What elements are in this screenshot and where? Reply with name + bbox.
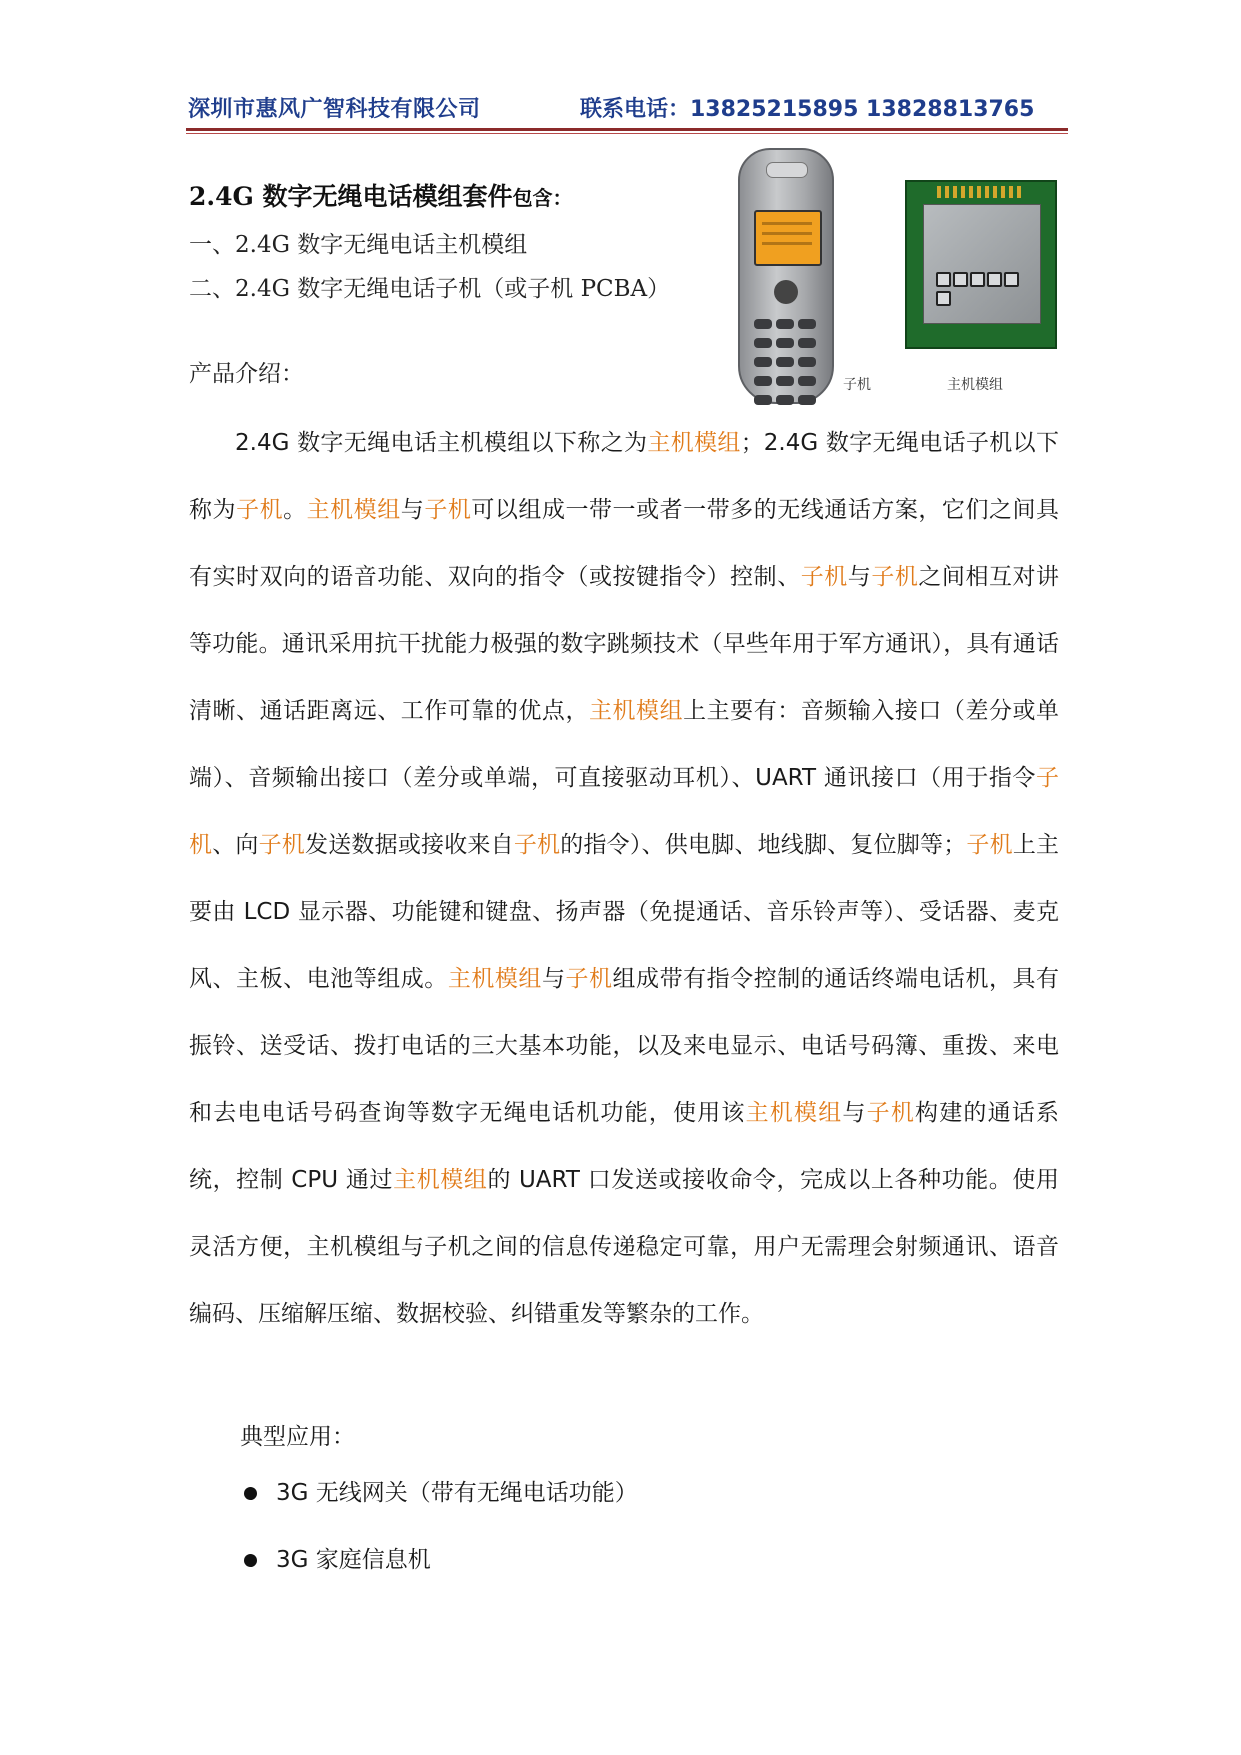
kit-item-2: 二、2.4G 数字无绳电话子机（或子机 PCBA） bbox=[189, 276, 671, 302]
body-text-segment: 与 bbox=[847, 564, 872, 590]
applications-list bbox=[240, 1478, 638, 1612]
contact-phone: 联系电话：13825215895 13828813765 bbox=[580, 97, 1035, 122]
body-text-segment: 、向 bbox=[212, 832, 259, 858]
module-shield bbox=[923, 204, 1041, 324]
highlight-term: 子机 bbox=[513, 832, 561, 858]
highlight-term: 主机模组 bbox=[447, 966, 542, 992]
body-text-segment: 之间相互对讲等功能。通讯采用抗干扰能力极强的数字跳频技术（早些年用于军方通讯），具有通话清晰、通话距离远、工作可靠的优点， bbox=[189, 564, 1060, 724]
intro-heading: 产品介绍： bbox=[189, 361, 304, 387]
module-caption: 主机模组 bbox=[947, 377, 1003, 393]
page-header bbox=[188, 92, 1068, 126]
header-divider bbox=[186, 128, 1068, 131]
module-pads bbox=[937, 186, 1025, 198]
product-description bbox=[189, 410, 1059, 1348]
bullet-icon bbox=[244, 1487, 257, 1500]
kit-title bbox=[189, 177, 573, 213]
body-text-segment: 与 bbox=[842, 1100, 867, 1126]
highlight-term: 子机 bbox=[258, 832, 306, 858]
body-text-segment: 构建的通话系统，控制 CPU 通过 bbox=[189, 1100, 1060, 1193]
handset-keypad bbox=[752, 316, 820, 411]
highlight-term: 子机 bbox=[424, 497, 472, 523]
body-text-segment: 。 bbox=[283, 497, 307, 523]
kit-title-suffix: 包含： bbox=[512, 186, 573, 210]
highlight-term: 主机模组 bbox=[588, 698, 684, 724]
handset-image bbox=[738, 148, 834, 404]
handset-earpiece bbox=[766, 162, 808, 178]
body-text-segment: 的 UART 口发送或接收命令，完成以上各种功能。使用灵活方便，主机模组与子机之间的信息传递稳定可靠，用户无需理会射频通讯、语音编码、压缩解压缩、数据校验、纠错重发等繁杂的工作。 bbox=[189, 1167, 1059, 1327]
highlight-term: 子机 bbox=[866, 1100, 916, 1126]
highlight-term: 主机模组 bbox=[306, 497, 401, 523]
highlight-term: 子机 bbox=[871, 564, 919, 590]
handset-nav-key bbox=[774, 280, 798, 304]
highlight-term: 主机模组 bbox=[393, 1167, 488, 1193]
module-pins bbox=[935, 272, 1027, 284]
highlight-term: 子机 bbox=[800, 564, 848, 590]
handset-caption: 子机 bbox=[843, 377, 871, 393]
body-text-segment: 与 bbox=[541, 966, 566, 992]
kit-item-1: 一、2.4G 数字无绳电话主机模组 bbox=[189, 232, 528, 258]
body-text-segment: 上主要由 LCD 显示器、功能键和键盘、扬声器（免提通话、音乐铃声等）、受话器、麦克风、主板、电池等组成。 bbox=[189, 832, 1060, 992]
body-text-segment: 上主要有：音频输入接口（差分或单端）、音频输出接口（差分或单端，可直接驱动耳机）、UART 通讯接口（用于指令 bbox=[189, 698, 1060, 791]
highlight-term: 子机 bbox=[565, 966, 613, 992]
header-divider-thin bbox=[186, 133, 1068, 134]
applications-heading: 典型应用： bbox=[240, 1424, 355, 1450]
body-text-segment: ；2.4G 数字无绳电话子机以下称为 bbox=[189, 430, 1060, 523]
body-text-segment: 2.4G 数字无绳电话主机模组以下称之为 bbox=[235, 430, 648, 456]
body-text-segment: 与 bbox=[400, 497, 425, 523]
body-text-segment: 可以组成一带一或者一带多的无线通话方案，它们之间具有实时双向的语音功能、双向的指令（或按键指令）控制、 bbox=[189, 497, 1060, 590]
highlight-term: 子机 bbox=[236, 497, 284, 523]
highlight-term: 子机 bbox=[966, 832, 1013, 858]
body-text-segment: 组成带有指令控制的通话终端电话机，具有振铃、送受话、拨打电话的三大基本功能，以及来电显示、电话号码簿、重拨、来电和去电电话号码查询等数字无绳电话机功能，使用该 bbox=[189, 966, 1060, 1126]
highlight-term: 子机 bbox=[189, 765, 1059, 858]
kit-title-main: 2.4G 数字无绳电话模组套件 bbox=[189, 182, 513, 211]
description-paragraph bbox=[189, 410, 1059, 1348]
list-item: 3G 无线网关（带有无绳电话功能） bbox=[240, 1478, 638, 1545]
module-image bbox=[905, 180, 1057, 349]
highlight-term: 主机模组 bbox=[745, 1100, 843, 1126]
bullet-icon bbox=[244, 1554, 257, 1567]
body-text-segment: 发送数据或接收来自 bbox=[305, 832, 514, 858]
handset-lcd bbox=[754, 210, 822, 266]
company-name: 深圳市惠风广智科技有限公司 bbox=[188, 97, 481, 122]
body-text-segment: 的指令）、供电脚、地线脚、复位脚等； bbox=[560, 832, 967, 858]
list-item: 3G 家庭信息机 bbox=[240, 1545, 638, 1612]
highlight-term: 主机模组 bbox=[647, 430, 741, 456]
